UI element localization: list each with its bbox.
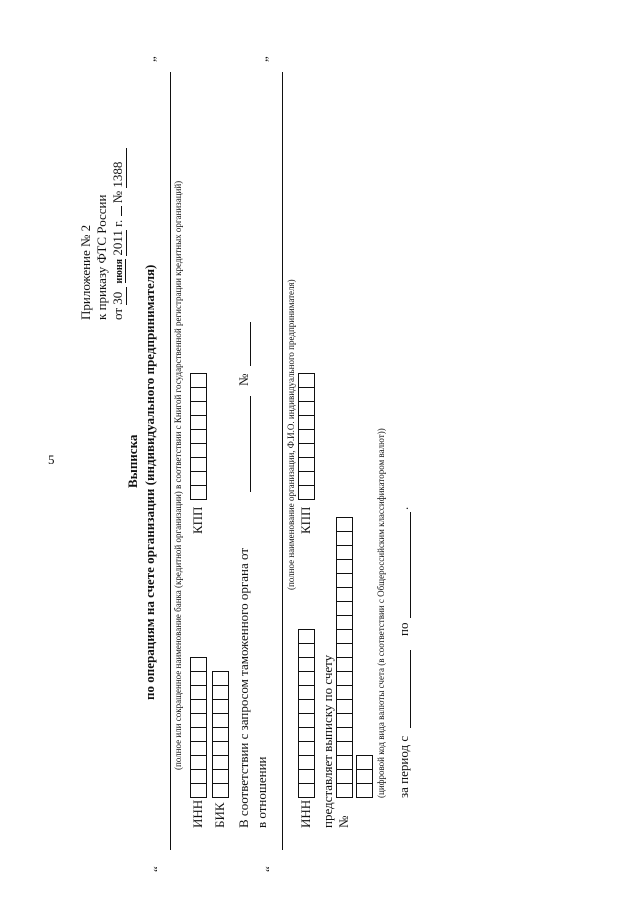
period-end: . bbox=[396, 506, 411, 510]
date-day: 30 bbox=[110, 287, 127, 305]
period-to-line[interactable] bbox=[410, 512, 411, 618]
appendix-line-2: к приказу ФТС России bbox=[94, 194, 109, 320]
regarding-label: в отношении bbox=[254, 756, 269, 828]
org-caption: (полное наименование организации, Ф.И.О. индивидуального предпринимателя) bbox=[286, 279, 296, 590]
bank-bik-boxes[interactable] bbox=[212, 672, 229, 798]
bank-kpp-boxes[interactable] bbox=[190, 374, 207, 500]
quote-open-1: “ bbox=[150, 866, 165, 872]
request-text: В соответствии с запросом таможенного органа от bbox=[236, 547, 251, 828]
org-inn-boxes[interactable] bbox=[298, 630, 315, 798]
currency-code-boxes[interactable] bbox=[356, 756, 373, 798]
period-from-line[interactable] bbox=[410, 650, 411, 728]
bank-name-line bbox=[170, 72, 171, 850]
quote-close-2: ” bbox=[262, 56, 277, 62]
org-name-line bbox=[282, 72, 283, 850]
period-to-label: по bbox=[396, 622, 411, 636]
bank-inn-boxes[interactable] bbox=[190, 658, 207, 798]
account-number-boxes[interactable] bbox=[336, 518, 353, 798]
currency-caption: (цифровой код вида валюты счета (в соответствии с Общероссийским классификатором валют)) bbox=[376, 428, 386, 798]
account-text: представляет выписку по счету bbox=[320, 654, 335, 828]
form-subtitle: по операциям на счете организации (индивидуального предпринимателя) bbox=[142, 264, 157, 700]
rotated-form-sheet bbox=[0, 40, 640, 880]
request-number-label: № bbox=[236, 373, 251, 386]
bank-inn-label: ИНН bbox=[190, 799, 205, 828]
date-year: 2011 bbox=[110, 230, 125, 256]
org-inn-label: ИНН bbox=[298, 799, 313, 828]
bank-caption: (полное или сокращенное наименование банка (кредитной организации) в соответствии с Книгой государственной регистрации кредитных организаций) bbox=[173, 180, 183, 770]
quote-close-1: ” bbox=[150, 56, 165, 62]
date-month: июня bbox=[114, 258, 125, 284]
page-number: 5 bbox=[48, 452, 55, 467]
date-prefix: от bbox=[110, 307, 125, 320]
request-number-line[interactable] bbox=[250, 322, 251, 366]
appendix-line-1: Приложение № 2 bbox=[78, 224, 93, 320]
number-prefix: № bbox=[110, 190, 125, 204]
request-date-line[interactable] bbox=[250, 396, 251, 492]
bank-bik-label: БИК bbox=[212, 802, 227, 828]
year-suffix: г. bbox=[110, 219, 125, 227]
account-number-label: № bbox=[336, 815, 351, 828]
org-kpp-boxes[interactable] bbox=[298, 374, 315, 500]
form-title: Выписка bbox=[125, 434, 140, 488]
bank-kpp-label: КПП bbox=[190, 506, 205, 534]
org-kpp-label: КПП bbox=[298, 506, 313, 534]
appendix-date-line bbox=[110, 148, 127, 320]
period-from-label: за период с bbox=[396, 735, 411, 798]
quote-open-2: “ bbox=[262, 866, 277, 872]
order-number: 1388 bbox=[110, 148, 127, 188]
